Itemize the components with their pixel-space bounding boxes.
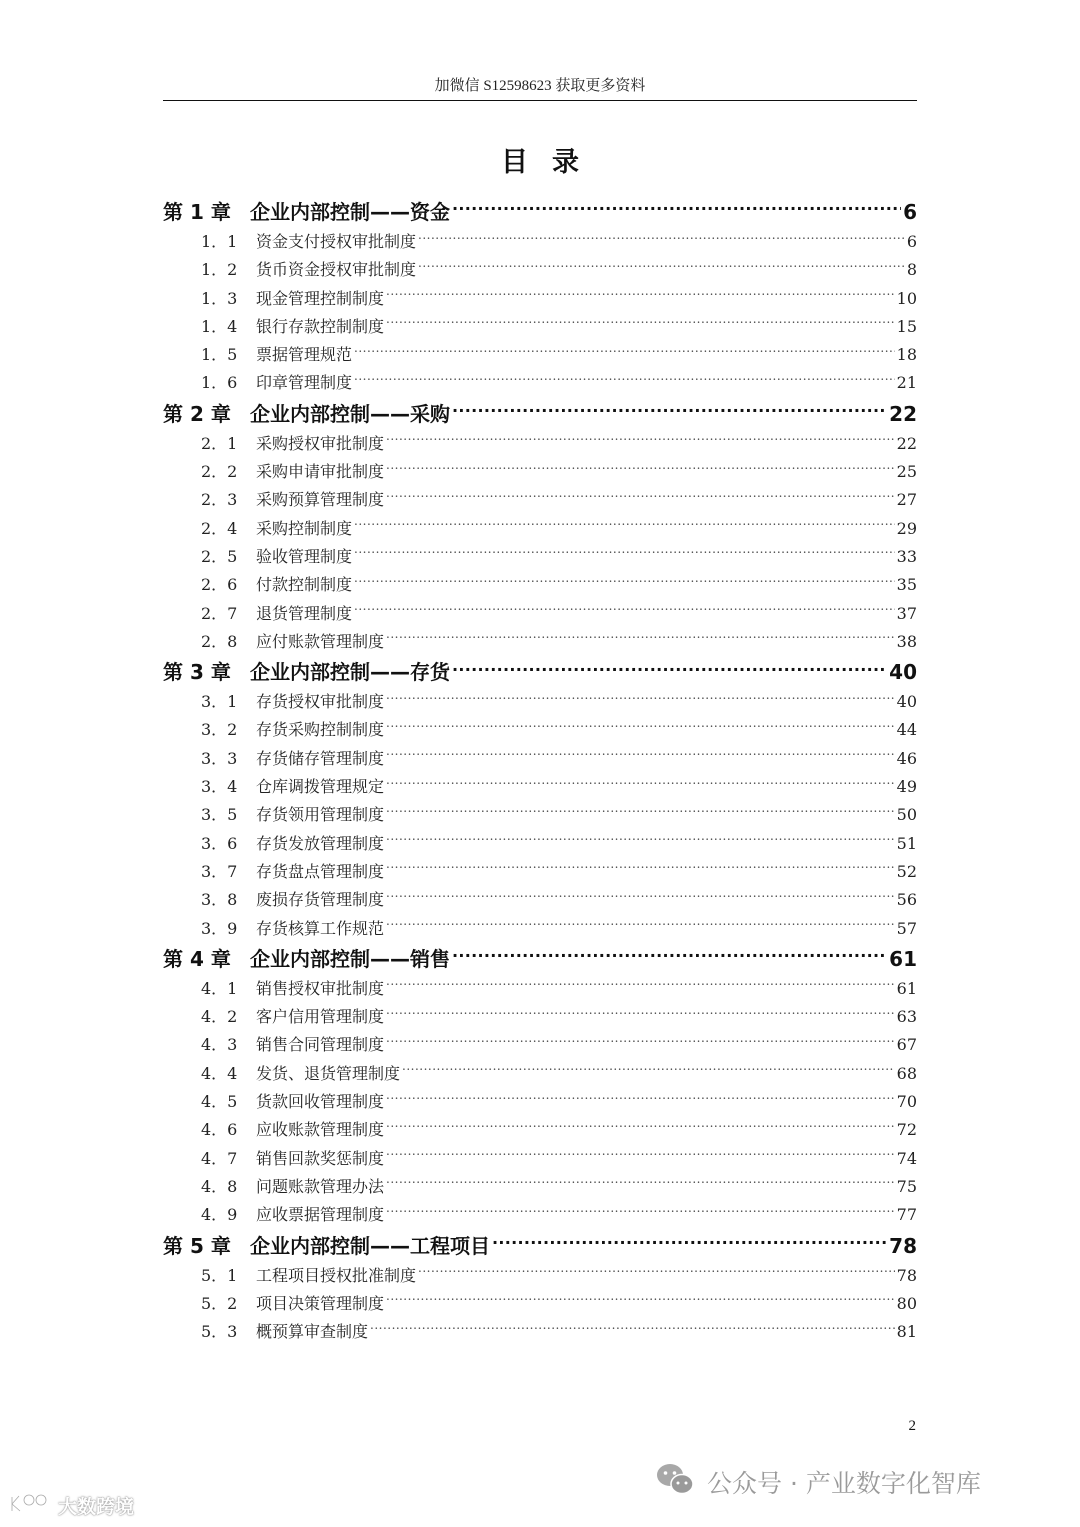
- section-page: 25: [896, 462, 917, 482]
- section-page: 51: [896, 833, 917, 853]
- dot-leader: [418, 259, 905, 275]
- chapter-title[interactable]: 企业内部控制——销售: [250, 946, 450, 971]
- header-divider: [163, 100, 917, 101]
- wechat-watermark-text: 公众号 · 产业数字化智库: [707, 1469, 981, 1498]
- dot-leader: [492, 1233, 887, 1253]
- dot-leader: [386, 833, 895, 849]
- section-number: 2．7: [201, 603, 238, 623]
- chapter-title[interactable]: 企业内部控制——采购: [250, 401, 450, 426]
- section-title[interactable]: 验收管理制度: [256, 546, 353, 566]
- page-header: 加微信 S12598623 获取更多资料: [434, 78, 646, 94]
- section-number: 1．1: [201, 232, 238, 251]
- section-title[interactable]: 货款回收管理制度: [256, 1092, 385, 1112]
- section-number: 4．9: [201, 1205, 238, 1225]
- section-number: 1．3: [201, 288, 238, 308]
- section-page: 22: [896, 433, 917, 453]
- toc-section-entry[interactable]: [163, 1031, 917, 1059]
- wechat-watermark: [655, 1462, 981, 1502]
- dot-leader: [418, 1265, 895, 1281]
- section-number: 4．6: [201, 1120, 238, 1140]
- section-number: 2．2: [201, 462, 238, 482]
- section-title[interactable]: 销售合同管理制度: [256, 1035, 385, 1055]
- section-title[interactable]: 项目决策管理制度: [256, 1293, 385, 1313]
- dot-leader: [386, 719, 895, 735]
- section-title[interactable]: 销售回款奖惩制度: [256, 1148, 385, 1168]
- section-title[interactable]: 存货盘点管理制度: [256, 861, 385, 881]
- toc-chapter-entry[interactable]: [163, 1230, 917, 1262]
- toc-section-entry[interactable]: [163, 369, 917, 397]
- dot-leader: [386, 776, 895, 792]
- toc-section-entry[interactable]: [163, 773, 917, 801]
- dot-leader: [452, 659, 887, 679]
- section-number: 1．2: [201, 260, 238, 280]
- section-title[interactable]: 存货核算工作规范: [256, 918, 385, 938]
- dot-leader: [386, 489, 895, 505]
- section-number: 2．5: [201, 546, 238, 566]
- section-page: 8: [906, 260, 917, 280]
- section-title[interactable]: 销售授权审批制度: [256, 978, 385, 998]
- dot-leader: [386, 631, 895, 647]
- dot-leader: [386, 804, 895, 820]
- section-page: 72: [896, 1120, 917, 1140]
- dot-leader: [386, 1034, 895, 1050]
- section-number: 4．7: [201, 1148, 238, 1168]
- dot-leader: [386, 918, 895, 934]
- dot-leader: [402, 1063, 895, 1079]
- section-page: 44: [896, 720, 917, 740]
- section-page: 29: [896, 518, 917, 538]
- section-title[interactable]: 银行存款控制制度: [256, 316, 385, 336]
- dot-leader: [386, 461, 895, 477]
- chapter-number: 第 4 章: [163, 946, 231, 971]
- section-title[interactable]: 废损存货管理制度: [256, 890, 385, 910]
- dot-leader: [386, 889, 895, 905]
- table-of-contents: [163, 196, 917, 1346]
- brand-logo-icon: [8, 1491, 58, 1520]
- toc-section-entry[interactable]: [163, 1173, 917, 1201]
- dot-leader: [452, 401, 887, 421]
- section-title[interactable]: 概预算审查制度: [256, 1322, 369, 1342]
- section-title[interactable]: 存货储存管理制度: [256, 748, 385, 768]
- dot-leader: [386, 433, 895, 449]
- toc-section-entry[interactable]: [163, 830, 917, 858]
- section-page: 57: [896, 918, 917, 938]
- section-number: 5．3: [201, 1322, 238, 1342]
- section-page: 63: [896, 1007, 917, 1027]
- toc-section-entry[interactable]: [163, 886, 917, 914]
- chapter-title[interactable]: 企业内部控制——存货: [250, 660, 450, 685]
- section-title[interactable]: 资金支付授权审批制度: [256, 232, 417, 251]
- section-page: 40: [896, 692, 917, 712]
- section-page: 67: [896, 1035, 917, 1055]
- section-title[interactable]: 存货采购控制制度: [256, 720, 385, 740]
- toc-section-entry[interactable]: [163, 341, 917, 369]
- toc-section-entry[interactable]: [163, 1201, 917, 1229]
- toc-section-entry[interactable]: [163, 515, 917, 543]
- section-number: 4．1: [201, 978, 238, 998]
- toc-section-entry[interactable]: [163, 543, 917, 571]
- section-title[interactable]: 发货、退货管理制度: [256, 1063, 401, 1083]
- section-number: 2．4: [201, 518, 238, 538]
- page-number: 2: [908, 1418, 916, 1434]
- toc-section-entry[interactable]: [163, 801, 917, 829]
- chapter-number: 第 2 章: [163, 401, 231, 426]
- dot-leader: [354, 344, 895, 360]
- toc-chapter-entry[interactable]: [163, 398, 917, 430]
- chapter-number: 第 5 章: [163, 1233, 231, 1258]
- dot-leader: [354, 546, 895, 562]
- section-page: 50: [896, 805, 917, 825]
- section-title[interactable]: 应收账款管理制度: [256, 1120, 385, 1140]
- section-title[interactable]: 采购预算管理制度: [256, 490, 385, 510]
- section-title[interactable]: 问题账款管理办法: [256, 1176, 385, 1196]
- section-title[interactable]: 采购控制制度: [256, 518, 353, 538]
- section-page: 27: [896, 490, 917, 510]
- dot-leader: [354, 603, 895, 619]
- chapter-page: 6: [903, 200, 917, 224]
- section-page: 61: [896, 978, 917, 998]
- toc-section-entry[interactable]: [163, 600, 917, 628]
- section-number: 4．8: [201, 1176, 238, 1196]
- section-page: 18: [896, 345, 917, 365]
- toc-section-entry[interactable]: [163, 486, 917, 514]
- section-number: 1．4: [201, 316, 238, 336]
- section-title[interactable]: 存货发放管理制度: [256, 833, 385, 853]
- section-title[interactable]: 印章管理制度: [256, 373, 353, 393]
- section-number: 3．3: [201, 748, 238, 768]
- dot-leader: [386, 978, 895, 994]
- dot-leader: [418, 231, 905, 247]
- chapter-page: 40: [889, 660, 917, 685]
- dot-leader: [386, 861, 895, 877]
- section-number: 2．1: [201, 433, 238, 453]
- section-number: 2．8: [201, 631, 238, 651]
- section-page: 21: [896, 373, 917, 393]
- toc-section-entry[interactable]: [163, 285, 917, 313]
- section-title[interactable]: 客户信用管理制度: [256, 1007, 385, 1027]
- section-title[interactable]: 采购授权审批制度: [256, 433, 385, 453]
- chapter-number: 第 1 章: [163, 200, 231, 224]
- toc-section-entry[interactable]: [163, 256, 917, 284]
- toc-section-entry[interactable]: [163, 1262, 917, 1290]
- section-title[interactable]: 付款控制制度: [256, 575, 353, 595]
- section-number: 4．4: [201, 1063, 238, 1083]
- section-page: 37: [896, 603, 917, 623]
- section-title[interactable]: 票据管理规范: [256, 345, 353, 365]
- dot-leader: [386, 1006, 895, 1022]
- section-title[interactable]: 存货领用管理制度: [256, 805, 385, 825]
- section-number: 1．6: [201, 373, 238, 393]
- dot-leader: [386, 691, 895, 707]
- section-title[interactable]: 存货授权审批制度: [256, 692, 385, 712]
- section-number: 5．2: [201, 1293, 238, 1313]
- brand-watermark: [8, 1490, 134, 1520]
- section-number: 3．7: [201, 861, 238, 881]
- brand-watermark-text: 大数跨境: [58, 1495, 135, 1518]
- dot-leader: [354, 372, 895, 388]
- section-number: 1．5: [201, 345, 238, 365]
- section-page: 52: [896, 861, 917, 881]
- section-title[interactable]: 工程项目授权批准制度: [256, 1265, 417, 1285]
- wechat-icon: [655, 1462, 707, 1502]
- section-page: 38: [896, 631, 917, 651]
- toc-section-entry[interactable]: [163, 1318, 917, 1346]
- toc-section-entry[interactable]: [163, 688, 917, 716]
- dot-leader: [386, 1293, 895, 1309]
- section-title[interactable]: 仓库调拨管理规定: [256, 777, 385, 797]
- toc-title: 目录: [501, 147, 603, 178]
- dot-leader: [370, 1321, 895, 1337]
- toc-chapter-entry[interactable]: [163, 196, 917, 228]
- section-page: 77: [896, 1205, 917, 1225]
- section-number: 4．5: [201, 1092, 238, 1112]
- section-page: 68: [896, 1063, 917, 1083]
- toc-section-entry[interactable]: [163, 915, 917, 943]
- chapter-number: 第 3 章: [163, 660, 231, 685]
- toc-section-entry[interactable]: [163, 1290, 917, 1318]
- toc-section-entry[interactable]: [163, 745, 917, 773]
- section-page: 15: [896, 316, 917, 336]
- toc-section-entry[interactable]: [163, 228, 917, 256]
- toc-section-entry[interactable]: [163, 716, 917, 744]
- toc-section-entry[interactable]: [163, 628, 917, 656]
- section-number: 2．3: [201, 490, 238, 510]
- dot-leader: [386, 316, 895, 332]
- chapter-page: 22: [889, 401, 917, 426]
- toc-section-entry[interactable]: [163, 858, 917, 886]
- dot-leader: [386, 1148, 895, 1164]
- section-number: 3．5: [201, 805, 238, 825]
- section-page: 70: [896, 1092, 917, 1112]
- chapter-page: 61: [889, 946, 917, 971]
- toc-section-entry[interactable]: [163, 975, 917, 1003]
- toc-section-entry[interactable]: [163, 1003, 917, 1031]
- section-number: 2．6: [201, 575, 238, 595]
- section-number: 3．4: [201, 777, 238, 797]
- section-number: 3．6: [201, 833, 238, 853]
- section-page: 78: [896, 1265, 917, 1285]
- section-page: 81: [896, 1322, 917, 1342]
- section-title[interactable]: 采购申请审批制度: [256, 462, 385, 482]
- toc-section-entry[interactable]: [163, 1145, 917, 1173]
- section-number: 3．2: [201, 720, 238, 740]
- toc-section-entry[interactable]: [163, 1088, 917, 1116]
- dot-leader: [386, 1176, 895, 1192]
- section-title[interactable]: 货币资金授权审批制度: [256, 260, 417, 280]
- section-title[interactable]: 退货管理制度: [256, 603, 353, 623]
- toc-section-entry[interactable]: [163, 571, 917, 599]
- section-page: 46: [896, 748, 917, 768]
- section-page: 56: [896, 890, 917, 910]
- toc-section-entry[interactable]: [163, 313, 917, 341]
- toc-section-entry[interactable]: [163, 430, 917, 458]
- section-page: 10: [896, 288, 917, 308]
- dot-leader: [452, 199, 901, 219]
- section-number: 3．1: [201, 692, 238, 712]
- dot-leader: [386, 1119, 895, 1135]
- chapter-page: 78: [889, 1233, 917, 1258]
- dot-leader: [386, 1204, 895, 1220]
- toc-section-entry[interactable]: [163, 458, 917, 486]
- dot-leader: [386, 288, 895, 304]
- dot-leader: [452, 946, 887, 966]
- section-number: 5．1: [201, 1265, 238, 1285]
- section-number: 3．8: [201, 890, 238, 910]
- dot-leader: [386, 1091, 895, 1107]
- toc-section-entry[interactable]: [163, 1060, 917, 1088]
- toc-chapter-entry[interactable]: [163, 656, 917, 688]
- section-page: 6: [906, 232, 917, 251]
- toc-chapter-entry[interactable]: [163, 943, 917, 975]
- section-page: 80: [896, 1293, 917, 1313]
- section-title[interactable]: 应收票据管理制度: [256, 1205, 385, 1225]
- section-number: 4．3: [201, 1035, 238, 1055]
- section-title[interactable]: 现金管理控制制度: [256, 288, 385, 308]
- section-number: 4．2: [201, 1007, 238, 1027]
- section-number: 3．9: [201, 918, 238, 938]
- section-page: 75: [896, 1176, 917, 1196]
- section-page: 74: [896, 1148, 917, 1168]
- chapter-title[interactable]: 企业内部控制——工程项目: [250, 1233, 490, 1258]
- dot-leader: [354, 574, 895, 590]
- dot-leader: [386, 748, 895, 764]
- toc-section-entry[interactable]: [163, 1116, 917, 1144]
- section-page: 33: [896, 546, 917, 566]
- section-title[interactable]: 应付账款管理制度: [256, 631, 385, 651]
- section-page: 35: [896, 575, 917, 595]
- section-page: 49: [896, 777, 917, 797]
- dot-leader: [354, 518, 895, 534]
- chapter-title[interactable]: 企业内部控制——资金: [250, 200, 450, 224]
